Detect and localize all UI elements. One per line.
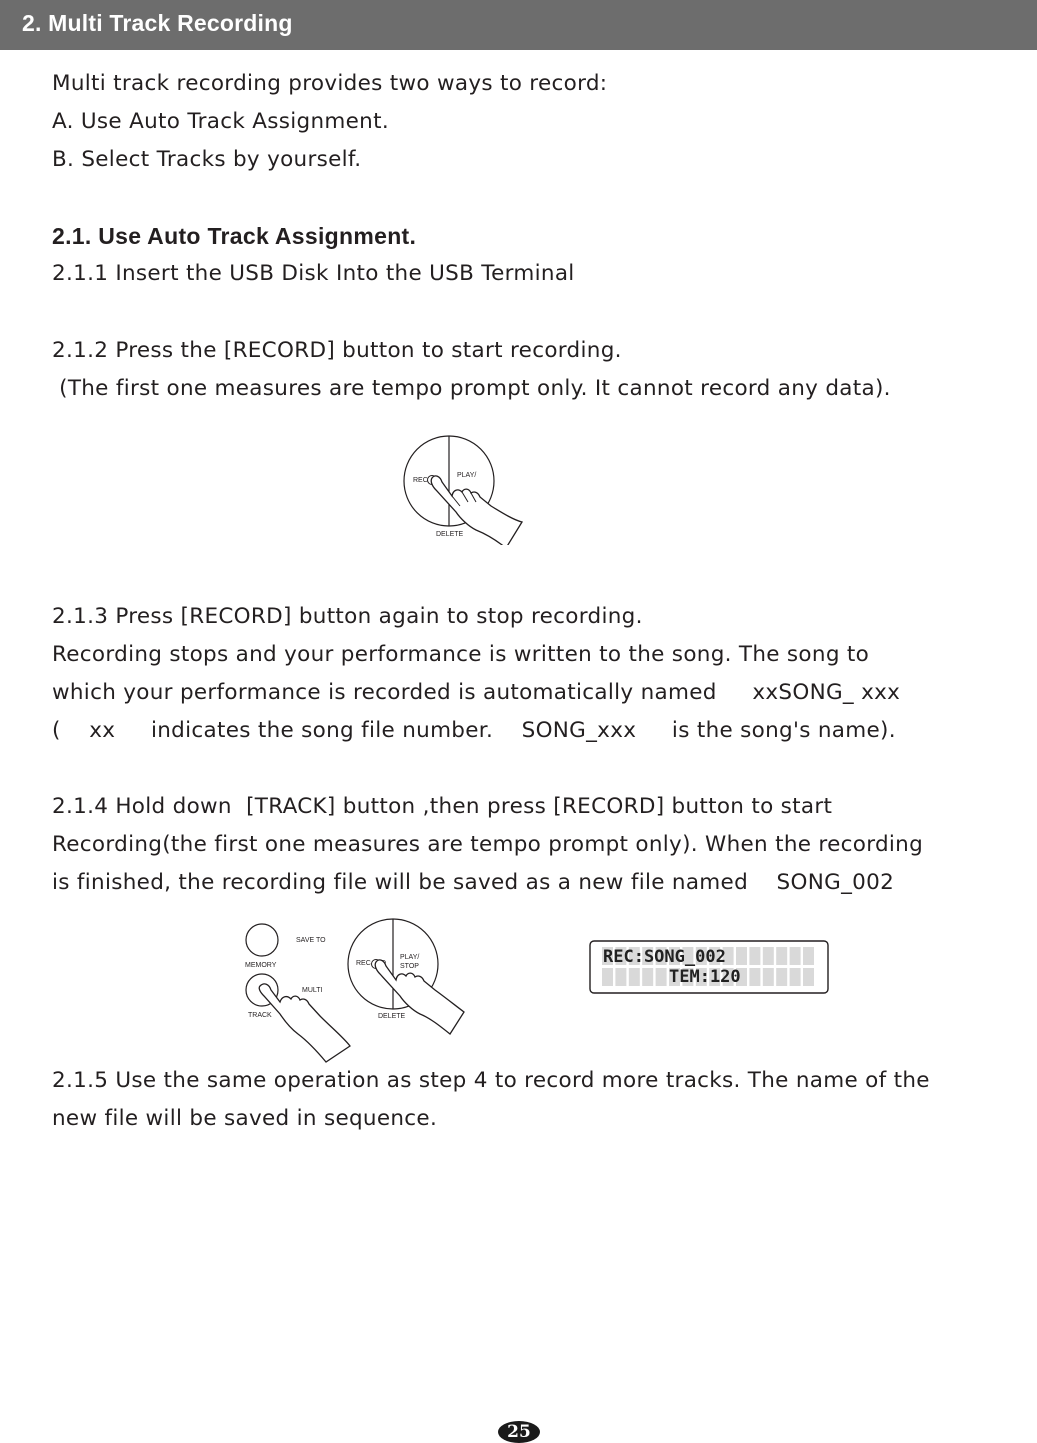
intro-line: A. Use Auto Track Assignment. <box>52 109 389 134</box>
step-text: which your performance is recorded is automatically named xxSONG_ xxx <box>52 680 901 705</box>
header-bar <box>0 0 1037 50</box>
track-label: TRACK <box>248 1012 272 1019</box>
intro-line: B. Select Tracks by yourself. <box>52 147 362 172</box>
lcd-cell <box>763 968 774 986</box>
lcd-line-1: REC:SONG_002 <box>603 947 726 967</box>
lcd-cell <box>642 968 653 986</box>
track-record-figure <box>236 912 476 1064</box>
lcd-cell <box>749 947 760 965</box>
lcd-cell <box>736 947 747 965</box>
hand-icon <box>375 960 464 1034</box>
step-text: 2.1.5 Use the same operation as step 4 to record more tracks. The name of the <box>52 1068 930 1093</box>
rec-label: REC <box>413 477 428 484</box>
delete-label: DELETE <box>436 531 464 538</box>
step-text: new file will be saved in sequence. <box>52 1106 438 1131</box>
intro-line: Multi track recording provides two ways to record: <box>52 71 608 96</box>
rec-label: REC <box>356 960 371 967</box>
lcd-cell <box>790 947 801 965</box>
save-to-label: SAVE TO <box>296 937 326 944</box>
multi-label: MULTI <box>302 987 323 994</box>
record-button-figure <box>396 430 536 545</box>
lcd-cell <box>763 947 774 965</box>
lcd-cell <box>602 968 613 986</box>
step-text: is finished, the recording file will be saved as a new file named SONG_002 <box>52 870 895 895</box>
step-text: Recording stops and your performance is written to the song. The song to <box>52 642 870 667</box>
lcd-line-2: TEM:120 <box>669 967 741 987</box>
step-text: ( xx indicates the song file number. SONG_xxx is the song's name). <box>52 718 896 743</box>
step-text: 2.1.3 Press [RECORD] button again to stop recording. <box>52 604 643 629</box>
lcd-cell <box>776 947 787 965</box>
page-number: 25 <box>498 1421 540 1443</box>
step-text: 2.1.1 Insert the USB Disk Into the USB Terminal <box>52 261 575 286</box>
step-text: (The first one measures are tempo prompt only. It cannot record any data). <box>52 376 891 401</box>
section-heading: 2.1. Use Auto Track Assignment. <box>52 223 417 249</box>
lcd-cell <box>803 947 814 965</box>
lcd-cell <box>803 968 814 986</box>
lcd-cell <box>615 968 626 986</box>
step-text: 2.1.2 Press the [RECORD] button to start recording. <box>52 338 622 363</box>
lcd-cell <box>790 968 801 986</box>
lcd-cell <box>776 968 787 986</box>
hand-icon <box>259 984 350 1062</box>
lcd-cell <box>629 968 640 986</box>
step-text: 2.1.4 Hold down [TRACK] button ,then press [RECORD] button to start <box>52 794 833 819</box>
play-label: PLAY/ <box>400 954 420 961</box>
delete-label: DELETE <box>378 1013 406 1020</box>
lcd-cell <box>656 968 667 986</box>
page-title: 2. Multi Track Recording <box>22 10 293 36</box>
memory-label: MEMORY <box>245 962 277 969</box>
play-label: PLAY/ <box>457 472 477 479</box>
lcd-display <box>589 940 829 994</box>
step-text: Recording(the first one measures are tempo prompt only). When the recording <box>52 832 924 857</box>
stop-label: STOP <box>400 963 419 970</box>
lcd-cell <box>749 968 760 986</box>
